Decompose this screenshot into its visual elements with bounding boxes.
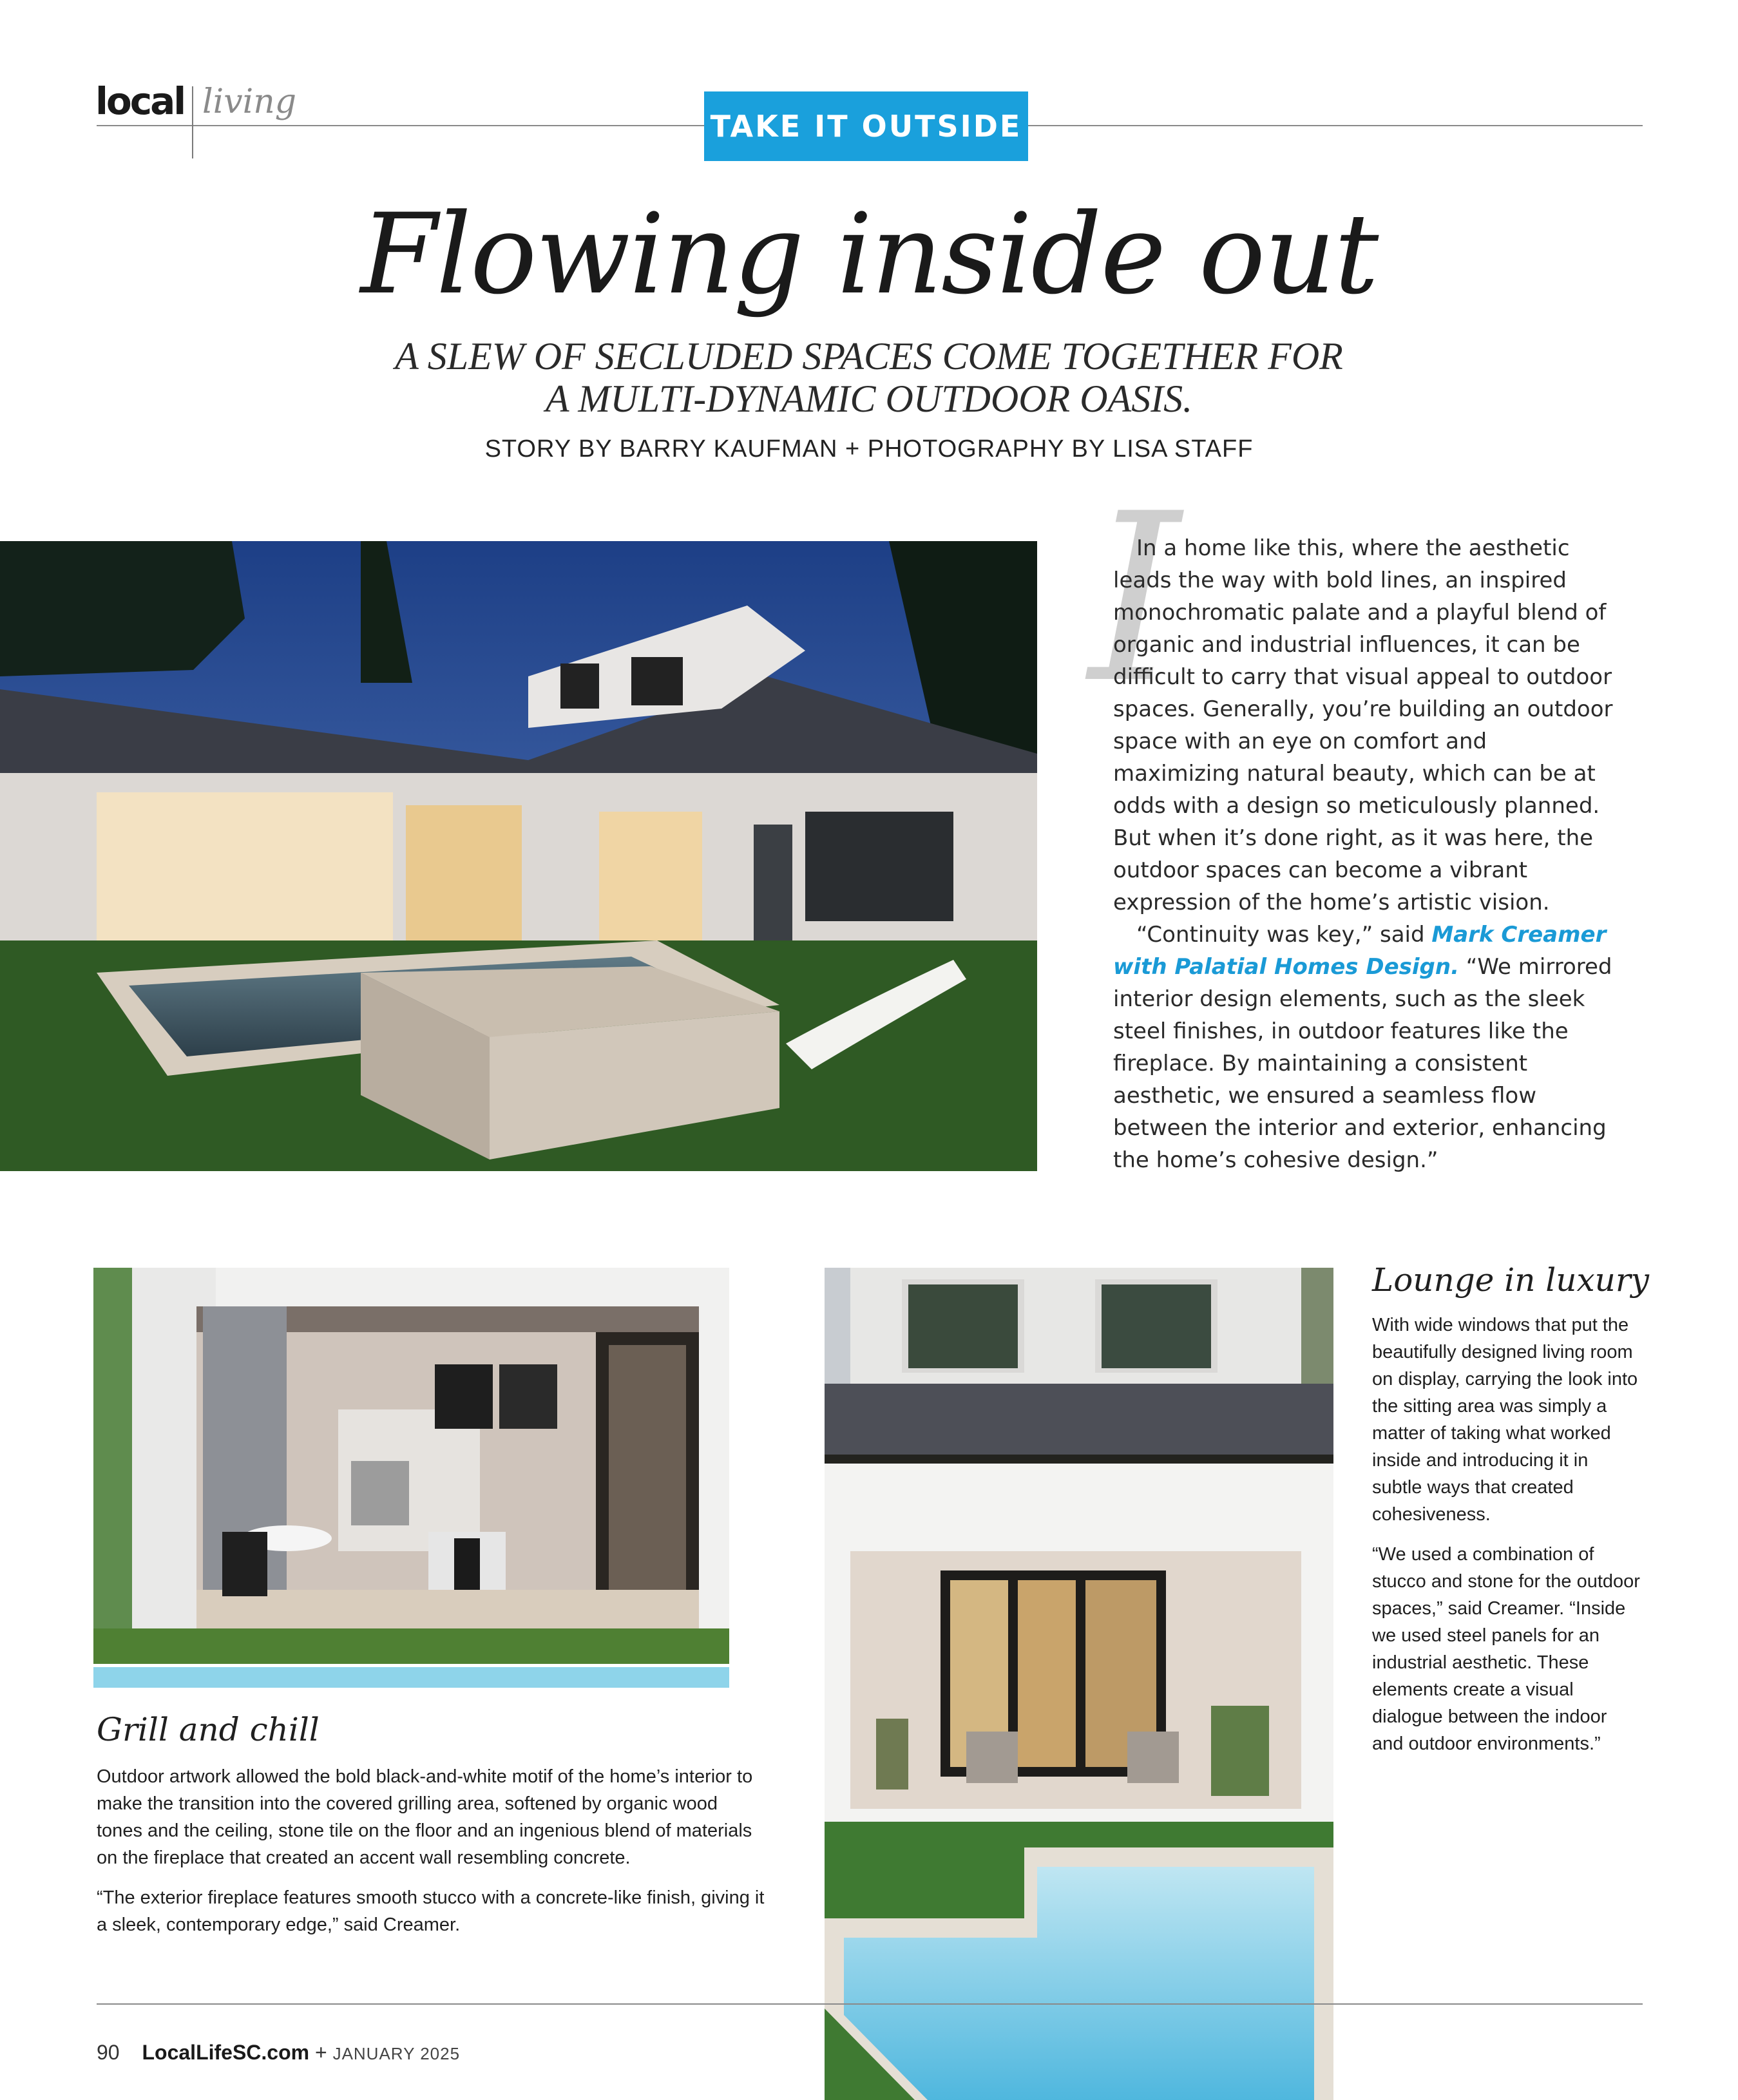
page-number: 90 [97, 2041, 120, 2064]
drop-cap: I [1089, 464, 1181, 734]
lounge-caption-p2: “We used a combination of stucco and stone for the outdoor spaces,” said Creamer. “Inside we used steel panels for an industrial aesthetic. These elements create a visual dialogue between the indoor and outdoor environments.” [1372, 1544, 1640, 1754]
article-body [1113, 532, 1616, 1176]
article-deck [322, 335, 1416, 420]
grill-caption [97, 1763, 767, 1951]
designer-credit: Mark Creamer with Palatial Homes Design. [1113, 922, 1607, 980]
hero-photo [0, 541, 1037, 1171]
body-paragraph-1: In a home like this, where the aesthetic leads the way with bold lines, an inspired monochromatic palate and a playful blend of organic and industrial influences, it can be difficult to carry that visual appeal to outdoor spaces. Generally, you’re building an outdoor space with an eye on comfort and maximizing natural beauty, which can be at odds with a design so meticulously planned. But when it’s done right, as it was here, the outdoor spaces can become a vibrant expression of the home’s artistic vision. [1113, 535, 1613, 915]
deck-line-1: A SLEW OF SECLUDED SPACES COME TOGETHER FOR [395, 335, 1343, 377]
byline: STORY BY BARRY KAUFMAN + PHOTOGRAPHY BY LISA STAFF [484, 435, 1254, 463]
quote-intro: “Continuity was key,” said [1136, 922, 1432, 948]
grill-caption-p2: “The exterior fireplace features smooth stucco with a concrete-like finish, giving it a sleek, contemporary edge,” said Creamer. [97, 1887, 765, 1935]
logo-divider [192, 86, 193, 158]
footer-separator: + [314, 2041, 327, 2064]
article-title: Flowing inside out [360, 189, 1378, 319]
grill-area-photo [93, 1268, 729, 1691]
site-name: LocalLifeSC.com [142, 2041, 310, 2064]
grill-heading: Grill and chill [97, 1711, 320, 1748]
grill-caption-p1: Outdoor artwork allowed the bold black-and-white motif of the home’s interior to make the transition into the covered grilling area, softened by organic wood tones and the ceiling, stone tile on the floor and an ingenious blend of materials on the fireplace that created an accent wall resembling concrete. [97, 1766, 753, 1868]
quote-body: “We mirrored interior design elements, such as the sleek steel finishes, in outdoor features like the fireplace. By maintaining a consistent aesthetic, we ensured a seamless flow between the interior and exterior, enhancing the home’s cohesive design.” [1113, 954, 1612, 1173]
lounge-caption-p1: With wide windows that put the beautifully designed living room on display, carrying the look into the sitting area was simply a matter of taking what worked inside and introducing it in subtle ways that created cohesiveness. [1372, 1315, 1638, 1525]
lounge-photo [825, 1268, 1333, 2100]
body-paragraph-2 [1113, 919, 1616, 1176]
logo-living: living [202, 82, 297, 121]
deck-line-2: A MULTI-DYNAMIC OUTDOOR OASIS. [545, 377, 1193, 420]
section-tag: TAKE IT OUTSIDE [704, 91, 1028, 161]
lounge-caption [1372, 1312, 1643, 1770]
footer-rule [97, 2003, 1643, 2005]
logo-local: local [95, 79, 185, 123]
lounge-heading: Lounge in luxury [1372, 1261, 1650, 1299]
issue-date: JANUARY 2025 [332, 2044, 461, 2063]
page-footer [97, 2041, 460, 2065]
